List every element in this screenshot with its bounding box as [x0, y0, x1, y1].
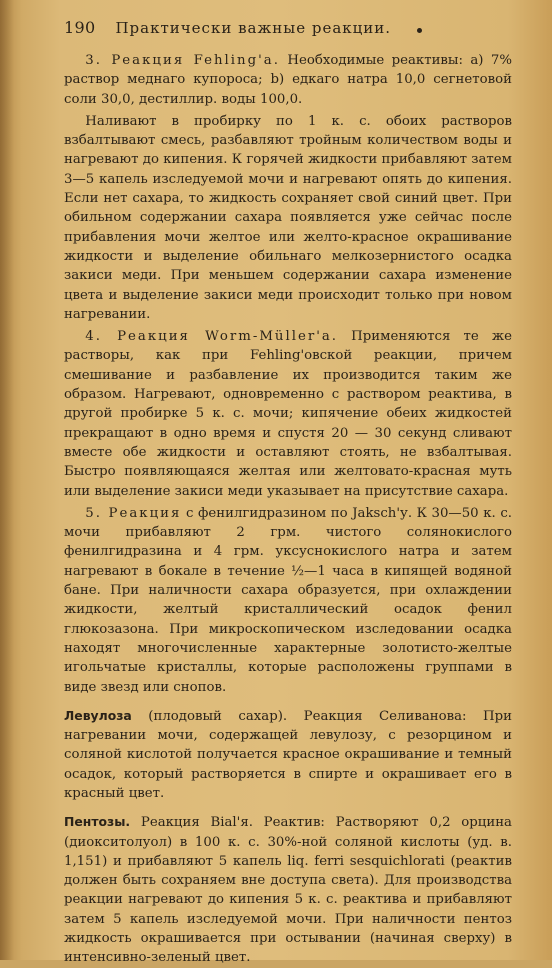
binding-shadow	[0, 0, 14, 960]
paragraph-jaksch	[64, 504, 512, 697]
page-header	[64, 18, 512, 37]
paragraph-lead: 5. Реакция	[85, 505, 182, 521]
page-number: 190	[64, 18, 96, 37]
running-title: Практически важные реакции.	[115, 19, 392, 37]
paragraph-levulose	[64, 706, 512, 803]
ink-spot	[417, 28, 422, 33]
paragraph-lead: 4. Реакция Worm-Müller'a.	[85, 329, 339, 345]
paragraph-text: Необходимые реактивы: а) 7% раствор меднаго купороса; b) едкаго натра 10,0 сегнетовой соли 30,0, дестиллир. воды 100,0.	[64, 53, 512, 107]
paragraph-text: Реакция Bial'я. Реактив: Растворяют 0,2 орцина (диокситолуол) в 100 к. с. 30%-ной соляной кислоты (уд. в. 1,151) и прибавляют 5 капель liq. ferri sesquichlorati (реактив должен быть сохраняем вне доступа света). Для производства реакции нагревают до кипения 5 к. с. реактива и прибавляют затем 5 капель изследуемой мочи. При наличности пентоз жидкость окрашивается при остывании (начиная сверху) в интенсивно-зеленый цвет.	[64, 815, 512, 966]
paragraph-text: Применяются те же растворы, как при Fehling'овской реакции, причем смешивание и разбавление их производится таким же образом. Нагревают, одновременно с раствором реактива, в другой пробирке 5 к. с. мочи; кипячение обеих жидкостей прекращают в одно время и спустя 20 — 30 секунд сливают вместе обе жидкости и оставляют стоять, не взбалтывая. Быстро появляющаяся желтая или желтовато-красная муть или выделение закиси меди указывает на присутствие сахара.	[64, 329, 512, 499]
paragraph-worm-muller	[64, 327, 512, 501]
paragraph-text: (плодовый сахар). Реакция Селиванова: При нагревании мочи, содержащей левулозу, с резорцином и соляной кислотой получается красное окрашивание и темный осадок, который растворяется в спирте и окрашивает его в красный цвет.	[64, 708, 512, 801]
paragraph-lead: 3. Реакция Fehling'a.	[85, 53, 280, 68]
section-heading: Пентозы.	[64, 814, 131, 830]
paragraph-text: Наливают в пробирку по 1 к. с. обоих растворов взбалтывают смесь, разбавляют тройным количеством воды и нагревают до кипения. К горячей жидкости прибавляют затем 3—5 капель изследуемой мочи и нагревают опять до кипения. Если нет сахара, то жидкость сохраняет свой синий цвет. При обильном содержании сахара появляется уже сейчас после прибавления мочи желтое или желто-красное окрашивание жидкости и выделение обильнаго мелкозернистого осадка закиси меди. При меньшем содержании сахара изменение цвета и выделение закиси меди происходит только при новом нагревании.	[64, 113, 512, 322]
paragraph-text: с фенилгидразином по Jaksch'у. К 30—50 к. с. мочи прибавляют 2 грм. чистого солянокислого фенилгидразина и 4 грм. уксуснокислого натра и затем нагревают в бокале в течение ½—1 часа в кипящей водяной бане. При наличности сахара образуется, при охлаждении жидкости, желтый кристаллический осадок фенил глюкозазона. При микроскопическом изследовании осадка находят многочисленные характерные золотисто-желтые игольчатые кристаллы, которые расположены группами в виде звезд или снопов.	[64, 505, 512, 695]
section-heading: Левулоза	[64, 707, 132, 723]
paragraph-fehling-procedure	[64, 112, 512, 324]
paragraph-fehling	[64, 51, 512, 109]
paragraph-pentoses	[64, 812, 512, 967]
